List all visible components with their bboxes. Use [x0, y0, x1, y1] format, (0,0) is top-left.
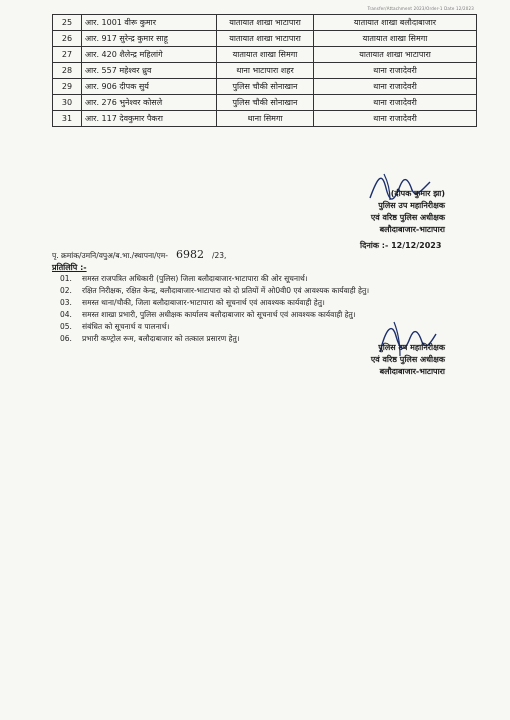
reference-line — [52, 248, 226, 261]
from-posting-cell: थाना भाटापारा शहर — [217, 63, 314, 79]
signatory-designation: पुलिस उप महानिरीक्षक — [378, 343, 445, 352]
to-posting-cell: यातायात शाखा भाटापारा — [314, 47, 477, 63]
name-cell: आर. 917 सुरेन्द्र कुमार साहू — [82, 31, 217, 47]
reference-suffix: /23, — [211, 251, 227, 260]
copy-item-text: समस्त थाना/चौकी, जिला बलौदाबाजार-भाटापारा को सूचनार्थ एवं आवश्यक कार्यवाही हेतु। — [82, 298, 325, 307]
serial-cell: 27 — [53, 47, 82, 63]
signatory-location: बलौदाबाजार-भाटापारा — [379, 225, 445, 234]
serial-cell: 29 — [53, 79, 82, 95]
signatory-designation-2: एवं वरिष्ठ पुलिस अधीक्षक — [370, 213, 445, 222]
copy-item-number: 03. — [60, 298, 72, 307]
copy-item-number: 05. — [60, 322, 72, 331]
name-cell: आर. 1001 वीरू कुमार — [82, 15, 217, 31]
name-cell: आर. 276 भुनेश्वर कोसले — [82, 95, 217, 111]
from-posting-cell: यातायात शाखा भाटापारा — [217, 15, 314, 31]
copy-item — [60, 285, 480, 297]
table-row — [53, 63, 477, 79]
copy-item-text: प्रभारी कण्ट्रोल रूम, बलौदाबाजार को तत्काल प्रसारण हेतु। — [82, 334, 240, 343]
table-row — [53, 31, 477, 47]
to-posting-cell: थाना राजादेवरी — [314, 111, 477, 127]
to-posting-cell: यातायात शाखा सिमगा — [314, 31, 477, 47]
table-row — [53, 47, 477, 63]
copy-item-number: 04. — [60, 310, 72, 319]
copy-item — [60, 273, 480, 285]
serial-cell: 28 — [53, 63, 82, 79]
from-posting-cell: यातायात शाखा भाटापारा — [217, 31, 314, 47]
signatory-designation-2: एवं वरिष्ठ पुलिस अधीक्षक — [370, 355, 445, 364]
reference-prefix: पृ. क्रमांक/उमनि/वपुअ/ब.भा./स्थापना/एम- — [52, 251, 168, 260]
to-posting-cell: थाना राजादेवरी — [314, 63, 477, 79]
header-note: Transfer/Attachment 2023/Order-1 Date 12/2023 — [367, 6, 474, 11]
to-posting-cell: थाना राजादेवरी — [314, 95, 477, 111]
copy-item-text: समस्त राजपत्रित अधिकारी (पुलिस) जिला बलौदाबाजार-भाटापारा की ओर सूचनार्थ। — [82, 274, 308, 283]
to-posting-cell: थाना राजादेवरी — [314, 79, 477, 95]
serial-cell: 26 — [53, 31, 82, 47]
copy-item-text: संबंधित को सूचनार्थ व पालनार्थ। — [82, 322, 170, 331]
table-row — [53, 79, 477, 95]
copy-item-text: रक्षित निरीक्षक, रक्षित केन्द्र, बलौदाबाजार-भाटापारा को दो प्रतियों में ओ0वी0 एवं आवश्यक कार्यवाही हेतु। — [82, 286, 370, 295]
from-posting-cell: थाना सिमगा — [217, 111, 314, 127]
date-line: दिनांक :- 12/12/2023 — [360, 241, 442, 250]
signatory-location: बलौदाबाजार-भाटापारा — [379, 367, 445, 376]
name-cell: आर. 117 देवकुमार पैकरा — [82, 111, 217, 127]
serial-cell: 30 — [53, 95, 82, 111]
to-posting-cell: यातायात शाखा बलौदाबाजार — [314, 15, 477, 31]
reference-number: 6982 — [175, 248, 204, 261]
copy-header: प्रतिलिपि :- — [52, 263, 87, 272]
signature-block-2 — [371, 342, 445, 378]
copy-item-number: 02. — [60, 286, 72, 295]
table-row — [53, 111, 477, 127]
copy-item-number: 01. — [60, 274, 72, 283]
from-posting-cell: यातायात शाखा सिमगा — [217, 47, 314, 63]
signatory-designation: पुलिस उप महानिरीक्षक — [378, 201, 445, 210]
name-cell: आर. 557 महेश्वर ध्रुव — [82, 63, 217, 79]
from-posting-cell: पुलिस चौकी सोनाखान — [217, 95, 314, 111]
serial-cell: 25 — [53, 15, 82, 31]
copy-item-number: 06. — [60, 334, 72, 343]
signature-block-1 — [371, 188, 445, 236]
serial-cell: 31 — [53, 111, 82, 127]
copy-item-text: समस्त शाखा प्रभारी, पुलिस अधीक्षक कार्यालय बलौदाबाजार को सूचनार्थ एवं आवश्यक कार्यवाही हेतु। — [82, 310, 356, 319]
name-cell: आर. 906 दीपक सुर्य — [82, 79, 217, 95]
from-posting-cell: पुलिस चौकी सोनाखान — [217, 79, 314, 95]
name-cell: आर. 420 शैलेन्द्र महिलांगे — [82, 47, 217, 63]
copy-item — [60, 297, 480, 309]
table-row — [53, 15, 477, 31]
transfer-table — [52, 14, 477, 127]
signatory-name: (दीपक कुमार झा) — [390, 189, 445, 198]
table-row — [53, 95, 477, 111]
